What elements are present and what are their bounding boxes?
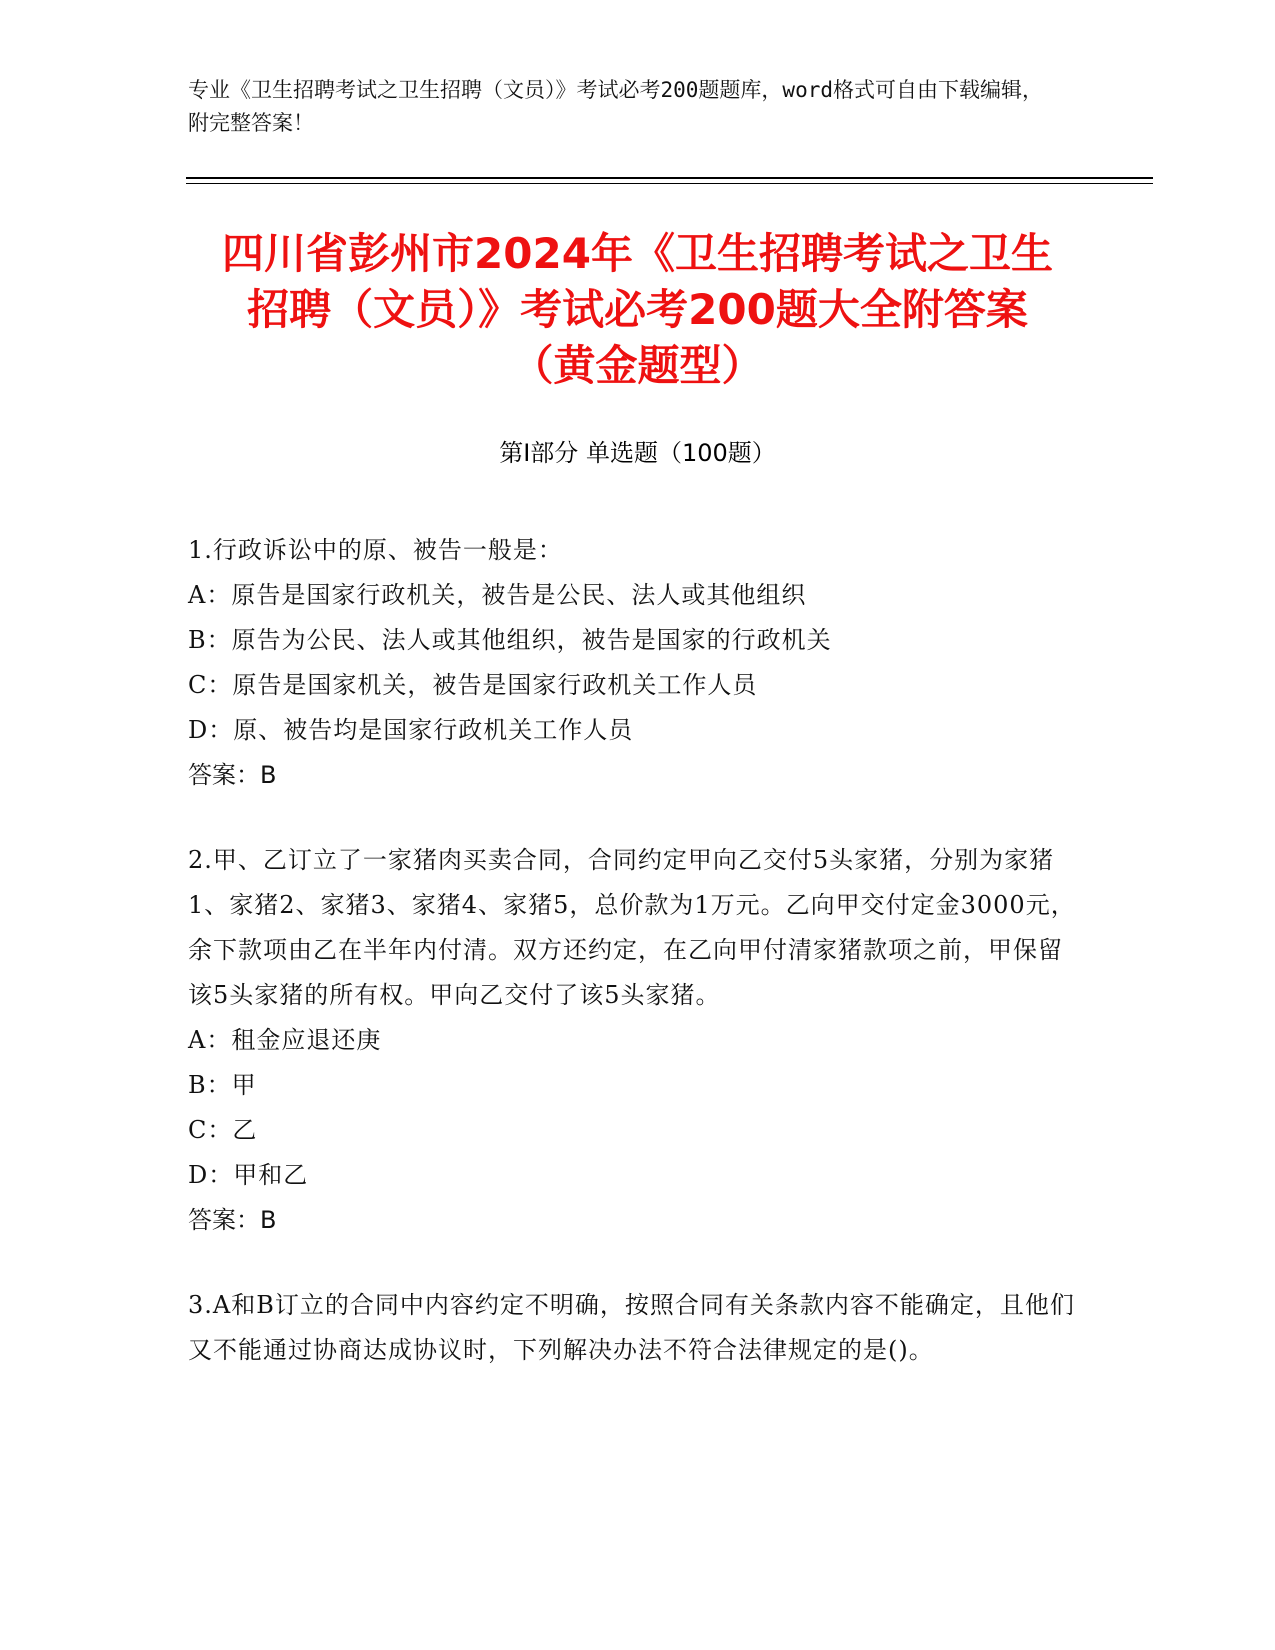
question-option-a: A：租金应退还庚: [188, 1026, 382, 1054]
question-item: [188, 1283, 1083, 1373]
title-line: 四川省彭州市2024年《卫生招聘考试之卫生: [222, 229, 1053, 278]
section-heading: 第Ⅰ部分 单选题（100题）: [499, 439, 776, 467]
question-option-a: A：原告是国家行政机关，被告是公民、法人或其他组织: [188, 581, 807, 609]
question-answer: 答案：B: [188, 1206, 277, 1234]
question-stem: 2.甲、乙订立了一家猪肉买卖合同，合同约定甲向乙交付5头家猪，分别为家猪1、家猪2、家猪3、家猪4、家猪5，总价款为1万元。乙向甲交付定金3000元，余下款项由乙在半年内付清。双方还约定，在乙向甲付清家猪款项之前，甲保留该5头家猪的所有权。甲向乙交付了该5头家猪。: [188, 846, 1076, 1009]
title-line: （黄金题型）: [511, 341, 764, 390]
header-note: 专业《卫生招聘考试之卫生招聘（文员）》考试必考200题题库，word格式可自由下载编辑，附完整答案！: [188, 78, 1043, 135]
question-option-b: B：甲: [188, 1071, 257, 1099]
header-divider-thin: [186, 183, 1153, 184]
question-option-b: B：原告为公民、法人或其他组织，被告是国家的行政机关: [188, 626, 832, 654]
question-stem: 1.行政诉讼中的原、被告一般是：: [188, 536, 563, 564]
question-option-d: D：甲和乙: [188, 1161, 309, 1189]
question-option-c: C：乙: [188, 1116, 258, 1144]
question-item: [188, 838, 1083, 1243]
document-title: [140, 226, 1135, 394]
header-divider: [186, 177, 1153, 179]
question-stem: 3.A和B订立的合同中内容约定不明确，按照合同有关条款内容不能确定，且他们又不能通过协商达成协议时，下列解决办法不符合法律规定的是()。: [188, 1291, 1075, 1364]
question-list: [188, 528, 1083, 1413]
question-option-c: C：原告是国家机关，被告是国家行政机关工作人员: [188, 671, 758, 699]
question-item: [188, 528, 1083, 798]
question-answer: 答案：B: [188, 761, 277, 789]
question-option-d: D：原、被告均是国家行政机关工作人员: [188, 716, 634, 744]
title-line: 招聘（文员）》考试必考200题大全附答案: [247, 285, 1028, 334]
